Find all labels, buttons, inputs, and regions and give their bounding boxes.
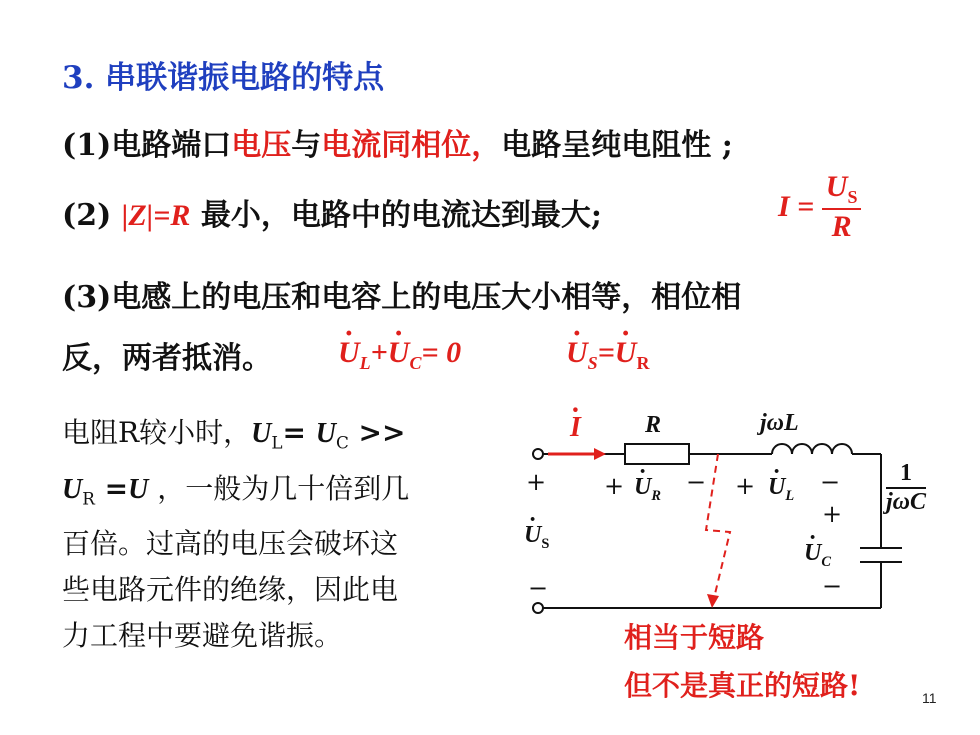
- uc-plus: +: [822, 500, 843, 528]
- formula-denominator: R: [831, 210, 852, 243]
- item-2-impedance: |Z|=R: [121, 199, 191, 232]
- short-note-1: 相当于短路: [624, 621, 765, 654]
- item-3-line-2: 反，两者抵消。: [62, 341, 272, 376]
- item-1-suffix: 电路呈纯电阻性 ;: [501, 128, 733, 163]
- capacitor-label: [886, 460, 926, 516]
- uc-minus: −: [822, 572, 843, 600]
- cap-den: jωC: [886, 489, 927, 515]
- note-uc-sub: C: [335, 432, 349, 453]
- note-ul-sub: L: [271, 432, 283, 453]
- us-sub: S: [541, 535, 550, 552]
- item-1-prefix: (1)电路端口: [62, 128, 232, 163]
- item-1-current-phase: 电流同相位，: [321, 128, 502, 163]
- eq1-ul-sub: L: [359, 353, 371, 373]
- ur-plus: +: [604, 472, 625, 500]
- item-2-prefix: (2): [62, 198, 122, 233]
- note-line-4: 些电路元件的绝缘，因此电: [62, 573, 399, 607]
- ur-symbol: · U: [634, 474, 651, 501]
- note-gg: >>: [348, 416, 406, 449]
- note-ur: U: [62, 473, 83, 505]
- source-plus: +: [526, 468, 547, 496]
- eq2-ur-sub: R: [636, 353, 650, 373]
- ul-plus: +: [735, 472, 756, 500]
- inductor-voltage-label: [768, 474, 794, 505]
- eq2-equals: =: [597, 336, 615, 369]
- ur-minus: −: [686, 468, 707, 496]
- item-1-voltage: 电压: [231, 128, 292, 163]
- note-ul: U: [251, 418, 272, 449]
- slide-title: 3. 串联谐振电路的特点: [62, 60, 385, 96]
- note-eq2: =: [94, 471, 129, 505]
- uc-sub: C: [821, 553, 831, 570]
- source-minus: −: [528, 574, 549, 602]
- formula-num-symbol: U: [825, 170, 848, 203]
- terminal-bottom: [533, 603, 543, 613]
- note-line-3: 百倍。过高的电压会破坏这: [62, 527, 399, 561]
- short-note-2: 但不是真正的短路!: [624, 669, 861, 702]
- ul-symbol: · U: [768, 474, 785, 501]
- capacitor-voltage-label: [804, 540, 831, 571]
- us-symbol: · U: [524, 522, 541, 549]
- note-l2d: ，一般为几十倍到几: [148, 471, 410, 505]
- item-1-mid: 与: [291, 128, 322, 163]
- current-symbol: · I: [570, 412, 581, 444]
- page-number: 11: [922, 690, 937, 706]
- resistor-voltage-label: [634, 474, 661, 505]
- cap-num: 1: [886, 460, 926, 489]
- note-l1a: 电阻R较小时，: [62, 416, 252, 449]
- uc-symbol: · U: [804, 540, 821, 567]
- formula-lhs: I =: [778, 190, 815, 223]
- eq2-ur: · U: [615, 336, 637, 370]
- item-3-line-1: (3)电感上的电压和电容上的电压大小相等，相位相: [62, 280, 742, 315]
- current-label: [570, 412, 581, 444]
- eq1-uc-sub: C: [409, 353, 422, 373]
- note-u: U: [128, 473, 149, 505]
- eq2-us-sub: S: [587, 353, 598, 373]
- note-uc: U: [315, 418, 336, 449]
- resistor-label: R: [645, 412, 662, 438]
- terminal-top: [533, 449, 543, 459]
- inductor-label: jωL: [760, 410, 799, 436]
- source-voltage-label: [524, 522, 549, 553]
- note-eq: =: [282, 416, 316, 449]
- current-arrow: [548, 448, 606, 460]
- eq1-plus: +: [370, 336, 388, 369]
- eq2-us: · U: [566, 336, 588, 370]
- eq1-ul: · U: [338, 336, 360, 370]
- note-ur-sub: R: [82, 488, 95, 509]
- ur-sub: R: [651, 487, 661, 504]
- ul-sub: L: [785, 487, 795, 504]
- ul-minus: −: [820, 468, 841, 496]
- item-2-suffix: 最小，电路中的电流达到最大;: [190, 198, 602, 233]
- eq1-uc: · U: [388, 336, 410, 370]
- formula-num-sub: S: [847, 187, 858, 207]
- note-line-5: 力工程中要避免谐振。: [62, 619, 343, 653]
- short-circuit-dashed-line: [706, 454, 730, 608]
- inductor-symbol: [772, 444, 852, 454]
- resistor-symbol: [625, 444, 689, 464]
- eq1-rhs: = 0: [421, 336, 462, 369]
